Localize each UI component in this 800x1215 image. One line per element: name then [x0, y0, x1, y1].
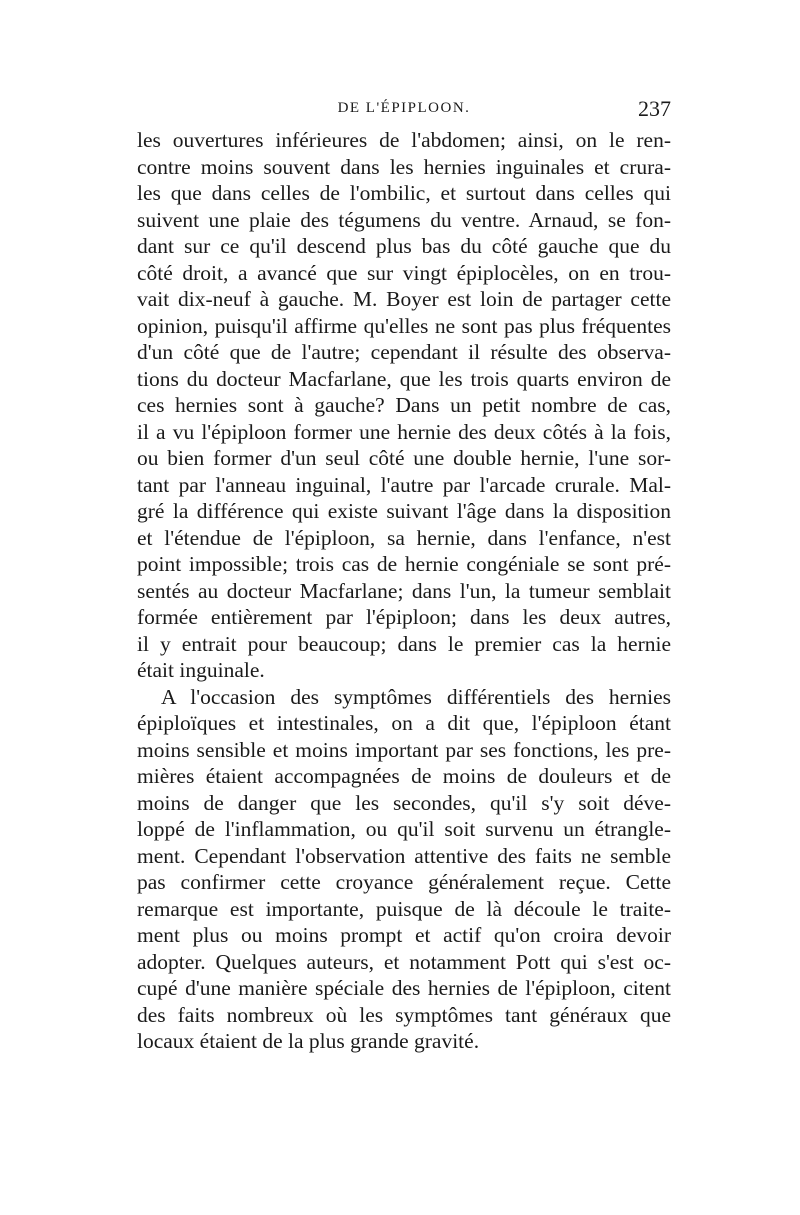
text-line: ou bien former d'un seul côté une double hernie, l'une sor- [137, 446, 671, 470]
text-line: loppé de l'inflammation, ou qu'il soit survenu un étrangle- [137, 817, 671, 841]
text-line: suivent une plaie des tégumens du ventre. Arnaud, se fon- [137, 207, 671, 232]
text-line: remarque est importante, puisque de là découle le traite- [137, 896, 671, 921]
text-line: il y entrait pour beaucoup; dans le premier cas la hernie [137, 631, 671, 656]
text-line: tions du docteur Macfarlane, que les trois quarts environ de [137, 366, 671, 391]
text-line: les ouvertures inférieures de l'abdomen; ainsi, on le ren- [137, 128, 671, 152]
text-line: côté droit, a avancé que sur vingt épiplocèles, on en trou- [137, 260, 671, 285]
text-line: et l'étendue de l'épiploon, sa hernie, dans l'enfance, n'est [137, 525, 671, 550]
text-line: A l'occasion des symptômes différentiels des hernies [161, 684, 671, 709]
text-line: opinion, puisqu'il affirme qu'elles ne sont pas plus fréquentes [137, 313, 671, 338]
text-line: point impossible; trois cas de hernie congéniale se sont pré- [137, 552, 671, 576]
text-line: était inguinale. [137, 658, 265, 682]
text-line: locaux étaient de la plus grande gravité. [137, 1029, 480, 1053]
text-line: dant sur ce qu'il descend plus bas du côté gauche que du [137, 234, 671, 258]
paragraph-1 [137, 127, 671, 684]
text-line: moins de danger que les secondes, qu'il s'y soit déve- [137, 790, 671, 815]
text-line: il a vu l'épiploon former une hernie des deux côtés à la fois, [137, 419, 671, 444]
page-number: 237 [638, 96, 671, 121]
body-text [137, 127, 671, 1055]
text-line: pas confirmer cette croyance généralement reçue. Cette [137, 870, 671, 894]
text-line: adopter. Quelques auteurs, et notamment Pott qui s'est oc- [137, 949, 671, 974]
text-line: ment. Cependant l'observation attentive des faits ne semble [137, 843, 671, 868]
text-line: sentés au docteur Macfarlane; dans l'un, la tumeur semblait [137, 578, 671, 603]
running-head [137, 96, 671, 126]
text-line: formée entièrement par l'épiploon; dans les deux autres, [137, 605, 671, 629]
text-line: moins sensible et moins important par ses fonctions, les pre- [137, 737, 671, 762]
text-line: les que dans celles de l'ombilic, et surtout dans celles qui [137, 181, 671, 205]
text-line: gré la différence qui existe suivant l'âge dans la disposition [137, 499, 671, 523]
text-line: vait dix-neuf à gauche. M. Boyer est loin de partager cette [137, 287, 671, 311]
text-line: épiploïques et intestinales, on a dit que, l'épiploon étant [137, 711, 671, 735]
text-line: cupé d'une manière spéciale des hernies de l'épiploon, citent [137, 976, 671, 1000]
text-line: des faits nombreux où les symptômes tant généraux que [137, 1002, 671, 1027]
text-line: ces hernies sont à gauche? Dans un petit nombre de cas, [137, 393, 671, 417]
running-title: DE L'ÉPIPLOON. [337, 100, 471, 116]
text-line: mières étaient accompagnées de moins de douleurs et de [137, 764, 671, 788]
text-line: ment plus ou moins prompt et actif qu'on croira devoir [137, 923, 671, 947]
text-line: d'un côté que de l'autre; cependant il résulte des observa- [137, 340, 671, 364]
text-line: contre moins souvent dans les hernies inguinales et crura- [137, 154, 671, 179]
text-line: tant par l'anneau inguinal, l'autre par l'arcade crurale. Mal- [137, 472, 671, 497]
paragraph-2 [137, 684, 671, 1055]
